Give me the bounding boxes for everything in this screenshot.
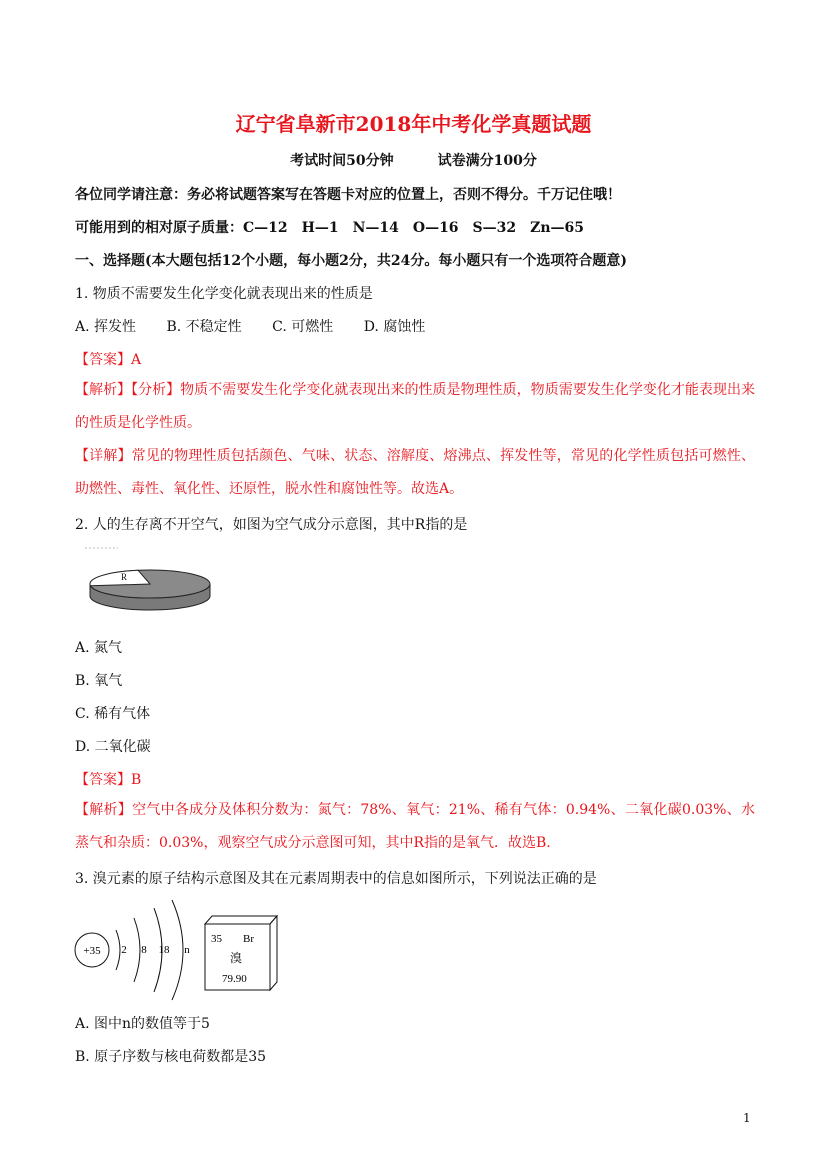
shell-arc-2 <box>134 918 140 982</box>
q1-detail: 【详解】常见的物理性质包括颜色、气味、状态、溶解度、熔沸点、挥发性等，常见的化学性质包括可燃性、助燃性、毒性、氧化性、还原性，脱水性和腐蚀性等。故选A。 <box>75 448 755 497</box>
shell-arc-1 <box>116 930 120 970</box>
exam-info <box>0 150 827 170</box>
q2-analysis: 【解析】空气中各成分及体积分数为：氮气：78%、氧气：21%、稀有气体：0.94%、二氧化碳0.03%、水蒸气和杂质：0.03%，观察空气成分示意图可知，其中R指的是氧气．故选B. <box>75 802 755 851</box>
atomic-number: 35 <box>211 933 222 945</box>
q2-option-b: B. 氧气 <box>75 673 123 689</box>
shell-3-count: 18 <box>158 944 170 956</box>
exam-time: 考试时间50分钟 <box>290 153 394 169</box>
shell-4-count: n <box>184 944 190 956</box>
atomic-mass-value: 79.90 <box>222 973 247 985</box>
q1-option-b: B. 不稳定性 <box>166 319 242 335</box>
q1-option-a: A. 挥发性 <box>75 319 137 335</box>
q1-option-c: C. 可燃性 <box>272 319 334 335</box>
page-title: 辽宁省阜新市2018年中考化学真题试题 <box>235 112 592 136</box>
cell-side <box>270 916 277 990</box>
q3-stem: 3. 溴元素的原子结构示意图及其在元素周期表中的信息如图所示，下列说法正确的是 <box>75 871 597 887</box>
full-score: 试卷满分100分 <box>437 153 537 169</box>
q1-analysis: 【解析】【分析】物质不需要发生化学变化就表现出来的性质是物理性质，物质需要发生化学变化才能表现出来的性质是化学性质。 <box>75 382 755 431</box>
notice: 各位同学请注意：务必将试题答案写在答题卡对应的位置上，否则不得分。千万记住哦！ <box>75 187 621 203</box>
page-number: 1 <box>743 1111 751 1125</box>
atomic-mass: 可能用到的相对原子质量：C—12 H—1 N—14 O—16 S—32 Zn—65 <box>75 220 585 236</box>
q2-option-c: C. 稀有气体 <box>75 706 151 722</box>
atom-structure-diagram <box>75 900 190 1000</box>
periodic-table-cell <box>205 916 277 990</box>
shell-2-count: 8 <box>141 944 147 956</box>
q1-options <box>75 316 451 336</box>
q2-stem: 2. 人的生存离不开空气，如图为空气成分示意图，其中R指的是 <box>75 517 468 533</box>
q3-option-a: A. 图中n的数值等于5 <box>75 1016 210 1032</box>
bromine-figure <box>72 896 292 1002</box>
air-composition-pie <box>80 546 220 616</box>
q2-option-d: D. 二氧化碳 <box>75 739 151 755</box>
q1-stem: 1. 物质不需要发生化学变化就表现出来的性质是 <box>75 286 373 302</box>
q1-option-d: D. 腐蚀性 <box>363 319 426 335</box>
shell-1-count: 2 <box>121 944 127 956</box>
element-name: 溴 <box>230 951 243 965</box>
q2-answer: 【答案】B <box>75 772 142 788</box>
section-heading: 一、选择题(本大题包括12个小题，每小题2分，共24分。每小题只有一个选项符合题意) <box>75 253 627 269</box>
element-symbol: Br <box>243 933 254 945</box>
pie-label-r: R <box>121 572 128 582</box>
q3-option-b: B. 原子序数与核电荷数都是35 <box>75 1049 267 1065</box>
q2-option-a: A. 氮气 <box>75 640 123 656</box>
nucleus-charge: +35 <box>83 945 101 957</box>
shell-arc-4 <box>172 900 183 1000</box>
q1-answer: 【答案】A <box>75 352 142 368</box>
cell-top <box>205 916 277 924</box>
